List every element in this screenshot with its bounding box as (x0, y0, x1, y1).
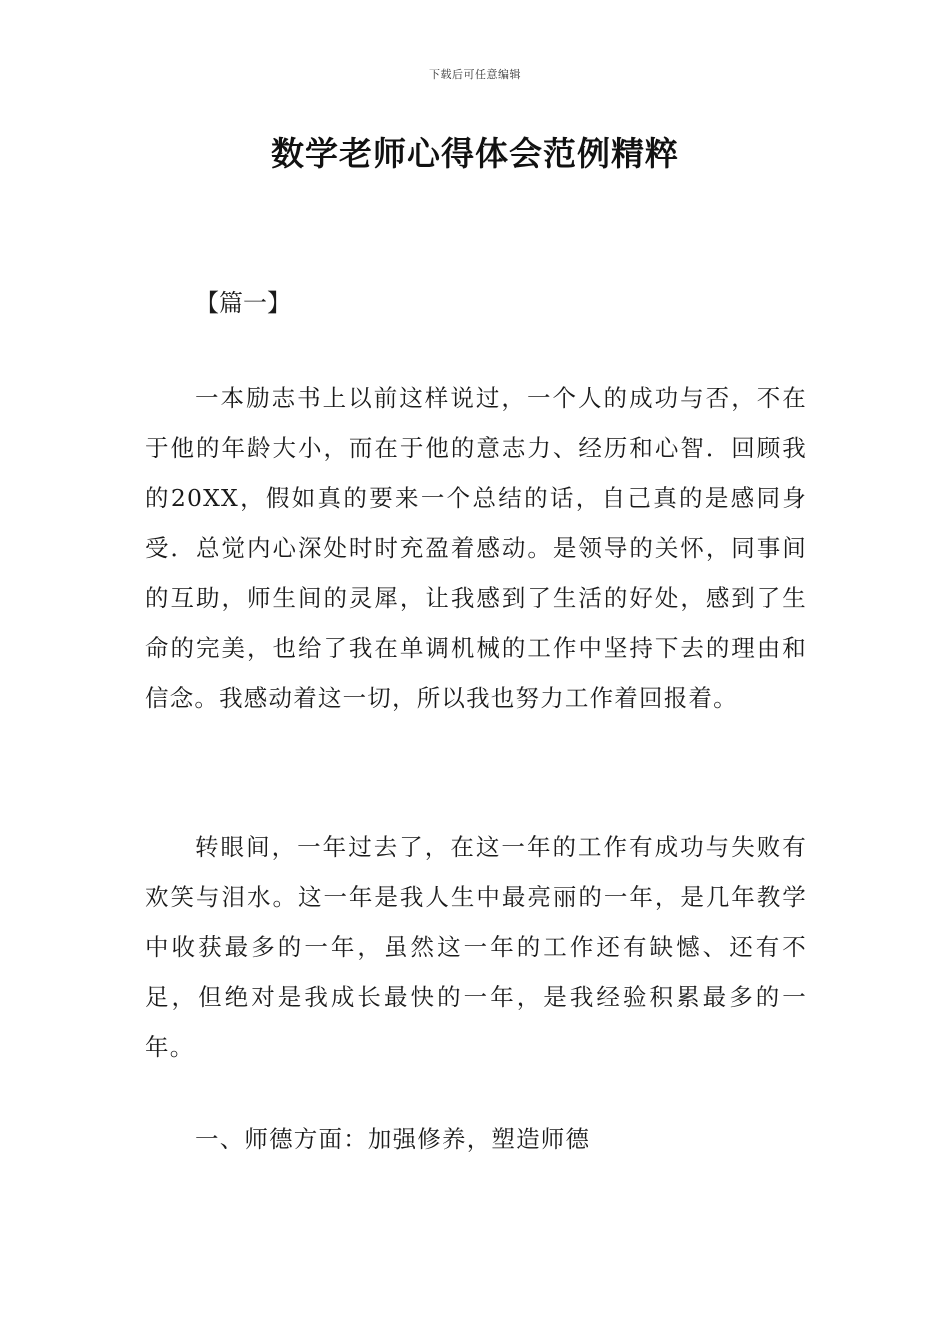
paragraph-1: 一本励志书上以前这样说过，一个人的成功与否，不在于他的年龄大小，而在于他的意志力、经历和心智．回顾我的20XX，假如真的要来一个总结的话，自己真的是感同身受．总觉内心深处时时充盈着感动。是领导的关怀，同事间的互助，师生间的灵犀，让我感到了生活的好处，感到了生命的完美，也给了我在单调机械的工作中坚持下去的理由和信念。我感动着这一切，所以我也努力工作着回报着。 (145, 384, 807, 712)
document-title: 数学老师心得体会范例精粹 (271, 134, 679, 173)
section-subheading: 一、师德方面：加强修养，塑造师德 (195, 1125, 591, 1153)
header-note: 下载后可任意编辑 (429, 68, 521, 81)
section-label: 【篇一】 (195, 289, 291, 317)
paragraph-2: 转眼间，一年过去了，在这一年的工作有成功与失败有欢笑与泪水。这一年是我人生中最亮丽的一年，是几年教学中收获最多的一年，虽然这一年的工作还有缺憾、还有不足，但绝对是我成长最快的一年，是我经验积累最多的一年。 (145, 833, 807, 1061)
